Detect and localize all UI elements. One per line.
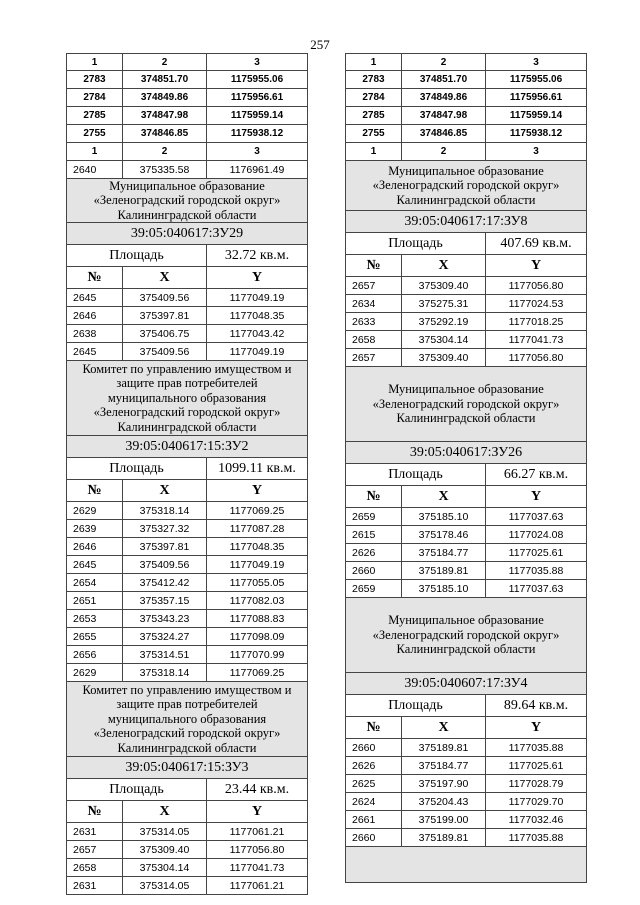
owner-line: Муниципальное образование xyxy=(388,382,544,397)
cell: 2639 xyxy=(67,520,123,537)
cell: 375184.77 xyxy=(402,544,486,561)
cell: 375275.31 xyxy=(402,295,486,312)
cell: 374849.86 xyxy=(402,89,486,106)
cell: 1177049.19 xyxy=(229,345,285,358)
owner-line: «Зеленоградский городской округ» xyxy=(372,178,560,193)
owner-line: «Зеленоградский городской округ» xyxy=(372,396,560,411)
cell: 2661 xyxy=(346,811,402,828)
left-column xyxy=(66,53,308,895)
column-header: № xyxy=(67,267,123,288)
cell: 2654 xyxy=(67,574,123,591)
cell: 375314.05 xyxy=(123,823,207,840)
table-row xyxy=(67,343,307,361)
cell: 1177098.09 xyxy=(229,630,285,643)
cell: 375185.10 xyxy=(402,580,486,597)
cell: 375309.40 xyxy=(402,277,486,294)
column-header: Y xyxy=(251,269,263,285)
cell: 1177049.19 xyxy=(229,291,285,304)
cell: 375324.27 xyxy=(123,628,207,645)
cell: 1 xyxy=(346,143,402,160)
cell: 375318.14 xyxy=(123,664,207,681)
column-header: № xyxy=(346,486,402,507)
cell: 375409.56 xyxy=(123,289,207,306)
cell: 2 xyxy=(123,54,207,70)
column-header: № xyxy=(346,255,402,276)
cell: 375409.56 xyxy=(123,343,207,360)
cell: 375314.51 xyxy=(123,646,207,663)
table-row xyxy=(67,610,307,628)
cell: 2615 xyxy=(346,526,402,543)
page-number: 257 xyxy=(310,37,330,52)
table-row xyxy=(67,107,307,125)
table-row xyxy=(346,811,586,829)
cell: 374847.98 xyxy=(123,107,207,124)
table-row xyxy=(346,739,586,757)
cell: 374846.85 xyxy=(123,125,207,142)
cell: 2633 xyxy=(346,313,402,330)
cell: 2651 xyxy=(67,592,123,609)
cell: 375292.19 xyxy=(402,313,486,330)
cell: 375199.00 xyxy=(402,811,486,828)
cell: 1177056.80 xyxy=(508,351,564,364)
cell: 2658 xyxy=(346,331,402,348)
area-label: Площадь xyxy=(346,464,486,485)
table-row xyxy=(67,502,307,520)
cell: 375397.81 xyxy=(123,538,207,555)
cell: 1177035.88 xyxy=(508,741,564,754)
owner-block xyxy=(346,161,586,211)
owner-block xyxy=(346,367,586,442)
area-label: Площадь xyxy=(67,779,207,800)
cell: 2755 xyxy=(346,125,402,142)
cell: 1177043.42 xyxy=(229,327,285,340)
cadastral-number: 39:05:040617:15:ЗУ2 xyxy=(67,436,307,458)
table-row xyxy=(67,289,307,307)
table-row xyxy=(346,580,586,598)
table-row xyxy=(346,508,586,526)
owner-line: «Зеленоградский городской округ» xyxy=(372,627,560,642)
cell: 2645 xyxy=(67,556,123,573)
area-value: 32.72 кв.м. xyxy=(224,247,290,263)
table-row xyxy=(346,143,586,161)
column-header: № xyxy=(67,801,123,822)
cell: 375409.56 xyxy=(123,556,207,573)
cell: 2645 xyxy=(67,343,123,360)
cell: 1175938.12 xyxy=(509,128,563,139)
owner-line: Комитет по управлению имуществом и xyxy=(82,361,292,376)
cadastral-number: 39:05:040607:17:ЗУ4 xyxy=(346,673,586,695)
area-value: 66.27 кв.м. xyxy=(503,466,569,482)
table-row xyxy=(67,877,307,895)
cell: 375189.81 xyxy=(402,829,486,846)
owner-block xyxy=(67,361,307,436)
cell: 2626 xyxy=(346,757,402,774)
area-row xyxy=(346,464,586,486)
cell: 375397.81 xyxy=(123,307,207,324)
table-row xyxy=(67,628,307,646)
owner-block xyxy=(67,179,307,223)
column-header: Y xyxy=(530,257,542,273)
cell: 2629 xyxy=(67,664,123,681)
cell: 2629 xyxy=(67,502,123,519)
cell: 375184.77 xyxy=(402,757,486,774)
cell: 1177024.08 xyxy=(508,528,564,541)
cell: 1177049.19 xyxy=(229,558,285,571)
cell: 375309.40 xyxy=(402,349,486,366)
area-row xyxy=(67,779,307,801)
cell: 1177070.99 xyxy=(229,648,285,661)
cell: 3 xyxy=(254,56,260,68)
owner-line: Калининградской области xyxy=(117,740,257,755)
area-row xyxy=(346,233,586,255)
owner-block xyxy=(67,682,307,757)
table-row xyxy=(67,823,307,841)
cell: 1175955.06 xyxy=(230,74,284,85)
cell: 374847.98 xyxy=(402,107,486,124)
cell: 375178.46 xyxy=(402,526,486,543)
cell: 375185.10 xyxy=(402,508,486,525)
table-row xyxy=(346,295,586,313)
coord-header-row xyxy=(67,801,307,823)
cell: 2660 xyxy=(346,829,402,846)
cell: 375406.75 xyxy=(123,325,207,342)
cell: 2785 xyxy=(67,107,123,124)
column-header: X xyxy=(123,267,207,288)
column-header: X xyxy=(402,255,486,276)
column-header: X xyxy=(123,480,207,501)
cell: 2783 xyxy=(67,71,123,88)
area-label: Площадь xyxy=(67,245,207,266)
coord-header-row xyxy=(346,717,586,739)
cell: 375318.14 xyxy=(123,502,207,519)
cell: 2657 xyxy=(67,841,123,858)
table-row xyxy=(346,775,586,793)
cell: 1177061.21 xyxy=(229,879,285,892)
cell: 2659 xyxy=(346,508,402,525)
column-header: X xyxy=(402,717,486,738)
owner-line: Калининградской области xyxy=(117,419,257,434)
cell: 2626 xyxy=(346,544,402,561)
table-row xyxy=(346,526,586,544)
cell: 1177088.83 xyxy=(229,612,285,625)
owner-line: «Зеленоградский городской округ» xyxy=(93,193,281,208)
table-row xyxy=(346,89,586,107)
coord-header-row xyxy=(67,480,307,502)
cell: 1177069.25 xyxy=(229,504,285,517)
cell: 1177037.63 xyxy=(508,582,564,595)
cell: 2658 xyxy=(67,859,123,876)
cell: 2659 xyxy=(346,580,402,597)
cell: 1177087.28 xyxy=(229,522,285,535)
area-value: 1099.11 кв.м. xyxy=(218,460,296,476)
table-row xyxy=(346,107,586,125)
cell: 1177069.25 xyxy=(229,666,285,679)
table-row xyxy=(67,307,307,325)
cell: 375343.23 xyxy=(123,610,207,627)
table-row xyxy=(346,757,586,775)
owner-block xyxy=(346,598,586,673)
cell: 3 xyxy=(533,146,539,157)
table-row xyxy=(67,125,307,143)
cell: 2656 xyxy=(67,646,123,663)
cell: 375197.90 xyxy=(402,775,486,792)
cell: 2 xyxy=(402,143,486,160)
cell: 2655 xyxy=(67,628,123,645)
cell: 2 xyxy=(123,143,207,160)
coord-header-row xyxy=(346,255,586,277)
column-header: X xyxy=(123,801,207,822)
owner-line: защите прав потребителей xyxy=(116,697,258,712)
cell: 2624 xyxy=(346,793,402,810)
table-row xyxy=(67,859,307,877)
cell: 2640 xyxy=(67,161,123,178)
cadastral-number: 39:05:040617:ЗУ29 xyxy=(67,223,307,245)
cell: 2785 xyxy=(346,107,402,124)
area-label: Площадь xyxy=(67,458,207,479)
table-row xyxy=(346,331,586,349)
cell: 375204.43 xyxy=(402,793,486,810)
owner-line: муниципального образования xyxy=(107,390,267,405)
column-header: № xyxy=(67,480,123,501)
table-row xyxy=(346,544,586,562)
cell: 2784 xyxy=(346,89,402,106)
table-row xyxy=(67,664,307,682)
cell: 2638 xyxy=(67,325,123,342)
area-value: 407.69 кв.м. xyxy=(500,235,572,251)
cell: 2657 xyxy=(346,277,402,294)
table-row xyxy=(67,89,307,107)
cell: 1177041.73 xyxy=(508,333,564,346)
table-row xyxy=(67,538,307,556)
cell: 1177048.35 xyxy=(229,540,285,553)
cell: 375335.58 xyxy=(123,161,207,178)
cell: 1 xyxy=(67,54,123,70)
owner-line: защите прав потребителей xyxy=(116,376,258,391)
owner-line: Калининградской области xyxy=(396,411,536,426)
cell: 1177029.70 xyxy=(508,795,564,808)
cell: 375412.42 xyxy=(123,574,207,591)
table-row xyxy=(67,520,307,538)
cell: 1177035.88 xyxy=(508,831,564,844)
cell: 1177018.25 xyxy=(508,315,564,328)
cell: 1177032.46 xyxy=(508,813,564,826)
table-row xyxy=(67,646,307,664)
area-row xyxy=(67,458,307,480)
empty-block xyxy=(346,847,586,883)
cell: 375304.14 xyxy=(402,331,486,348)
table-row xyxy=(67,161,307,179)
cell: 1175938.12 xyxy=(230,128,284,139)
table-row xyxy=(346,277,586,295)
cell: 2631 xyxy=(67,877,123,894)
cell: 375314.05 xyxy=(123,877,207,894)
cell: 2645 xyxy=(67,289,123,306)
cell: 375327.32 xyxy=(123,520,207,537)
cell: 374846.85 xyxy=(402,125,486,142)
owner-line: «Зеленоградский городской округ» xyxy=(93,726,281,741)
cell: 2657 xyxy=(346,349,402,366)
table-row xyxy=(67,556,307,574)
cell: 2660 xyxy=(346,739,402,756)
cell: 374849.86 xyxy=(123,89,207,106)
cell: 2631 xyxy=(67,823,123,840)
coord-header-row xyxy=(346,486,586,508)
cell: 2755 xyxy=(67,125,123,142)
cell: 375189.81 xyxy=(402,739,486,756)
cell: 2625 xyxy=(346,775,402,792)
cell: 1177082.03 xyxy=(229,594,285,607)
owner-line: Муниципальное образование xyxy=(388,163,544,178)
cell: 2653 xyxy=(67,610,123,627)
cell: 3 xyxy=(254,146,260,157)
cell: 1175956.61 xyxy=(509,92,563,103)
cell: 1175959.14 xyxy=(509,110,563,121)
area-row xyxy=(346,695,586,717)
cell: 2634 xyxy=(346,295,402,312)
area-row xyxy=(67,245,307,267)
cell: 2646 xyxy=(67,538,123,555)
cadastral-number: 39:05:040617:17:ЗУ8 xyxy=(346,211,586,233)
cell: 2 xyxy=(402,54,486,70)
table-row xyxy=(346,71,586,89)
table-row xyxy=(346,313,586,331)
area-label: Площадь xyxy=(346,233,486,254)
owner-line: Калининградской области xyxy=(117,207,257,222)
table-row xyxy=(67,574,307,592)
table-row xyxy=(67,143,307,161)
table-row xyxy=(346,125,586,143)
coord-header-row xyxy=(67,267,307,289)
cell: 1177025.61 xyxy=(508,759,564,772)
table-row xyxy=(346,793,586,811)
cell: 374851.70 xyxy=(123,71,207,88)
table-row xyxy=(67,53,307,71)
column-header: Y xyxy=(530,719,542,735)
cell: 1177028.79 xyxy=(508,777,564,790)
cell: 1177025.61 xyxy=(508,546,564,559)
column-header: X xyxy=(402,486,486,507)
cell: 1177055.05 xyxy=(229,576,285,589)
table-row xyxy=(346,829,586,847)
cell: 2783 xyxy=(346,71,402,88)
cell: 1175955.06 xyxy=(509,74,563,85)
cell: 2784 xyxy=(67,89,123,106)
cell: 1175956.61 xyxy=(230,92,284,103)
column-header: Y xyxy=(251,482,263,498)
column-header: Y xyxy=(530,488,542,504)
cell: 1 xyxy=(346,54,402,70)
cell: 374851.70 xyxy=(402,71,486,88)
cell: 1177056.80 xyxy=(229,843,285,856)
owner-line: муниципального образования xyxy=(107,711,267,726)
table-row xyxy=(67,71,307,89)
table-row xyxy=(346,349,586,367)
cell: 375357.15 xyxy=(123,592,207,609)
table-row xyxy=(67,325,307,343)
table-row xyxy=(67,841,307,859)
owner-line: Муниципальное образование xyxy=(388,613,544,628)
cell: 375304.14 xyxy=(123,859,207,876)
table-row xyxy=(346,53,586,71)
area-value: 23.44 кв.м. xyxy=(224,781,290,797)
cell: 3 xyxy=(533,56,539,68)
cell: 2646 xyxy=(67,307,123,324)
cell: 1 xyxy=(67,143,123,160)
owner-line: Муниципальное образование xyxy=(109,178,265,193)
cell: 1177061.21 xyxy=(229,825,285,838)
area-label: Площадь xyxy=(346,695,486,716)
cell: 1177024.53 xyxy=(508,297,564,310)
table-row xyxy=(346,562,586,580)
column-header: № xyxy=(346,717,402,738)
cell: 1176961.49 xyxy=(229,163,285,176)
cell: 1177048.35 xyxy=(229,309,285,322)
owner-line: «Зеленоградский городской округ» xyxy=(93,405,281,420)
area-value: 89.64 кв.м. xyxy=(503,697,569,713)
cell: 375189.81 xyxy=(402,562,486,579)
owner-line: Комитет по управлению имуществом и xyxy=(82,682,292,697)
owner-line: Калининградской области xyxy=(396,192,536,207)
cell: 375309.40 xyxy=(123,841,207,858)
cell: 2660 xyxy=(346,562,402,579)
cell: 1177035.88 xyxy=(508,564,564,577)
table-row xyxy=(67,592,307,610)
right-column xyxy=(345,53,587,883)
cell: 1177056.80 xyxy=(508,279,564,292)
cadastral-number: 39:05:040617:15:ЗУ3 xyxy=(67,757,307,779)
cadastral-number: 39:05:040617:ЗУ26 xyxy=(346,442,586,464)
owner-line: Калининградской области xyxy=(396,642,536,657)
cell: 1177041.73 xyxy=(229,861,285,874)
column-header: Y xyxy=(251,803,263,819)
cell: 1177037.63 xyxy=(508,510,564,523)
cell: 1175959.14 xyxy=(230,110,284,121)
